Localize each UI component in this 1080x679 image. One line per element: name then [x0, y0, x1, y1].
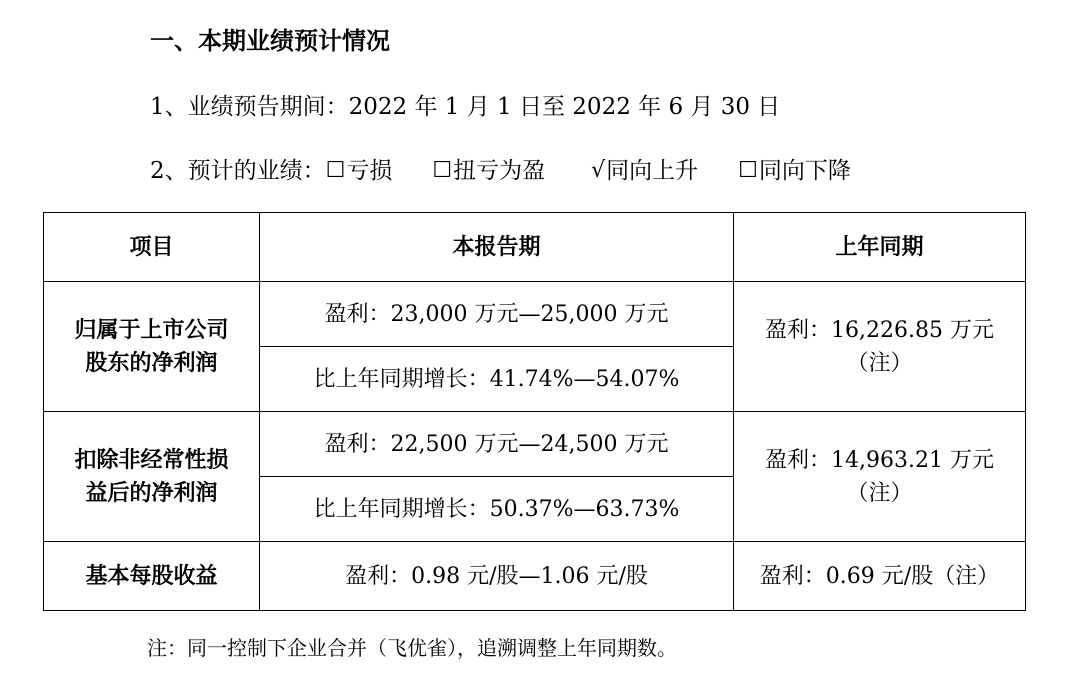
row-label-text — [44, 444, 259, 510]
prior-note: （注） — [846, 350, 913, 376]
row-label-line: 股东的净利润 — [85, 350, 218, 376]
option-turnaround — [432, 154, 545, 188]
row-label-line: 归属于上市公司 — [74, 317, 229, 343]
row-label-line: 益后的净利润 — [85, 480, 218, 506]
table-header-row — [44, 213, 1026, 282]
current-eps-cell: 盈利：0.98 元/股—1.06 元/股 — [260, 542, 734, 611]
prior-value-cell — [734, 412, 1026, 542]
row-label-net-profit — [44, 282, 260, 412]
unchecked-box-icon: ☐ — [432, 158, 453, 183]
option-loss — [326, 154, 393, 188]
table-row — [44, 412, 1026, 477]
prior-eps-cell: 盈利：0.69 元/股（注） — [734, 542, 1026, 611]
header-current-period: 本报告期 — [260, 213, 734, 282]
current-growth-cell: 比上年同期增长：41.74%—54.07% — [260, 347, 734, 412]
checkmark-icon: √ — [591, 158, 606, 183]
option-increase-label: 同向上升 — [606, 158, 699, 184]
prior-value: 盈利：14,963.21 万元 — [765, 447, 994, 473]
row-label-adjusted-profit — [44, 412, 260, 542]
section-heading: 一、本期业绩预计情况 — [150, 27, 390, 55]
unchecked-box-icon: ☐ — [738, 158, 758, 183]
forecast-type-line — [150, 154, 851, 188]
row-label-text — [44, 314, 259, 380]
prior-note: （注） — [846, 480, 913, 506]
option-decrease-label: 同向下降 — [758, 158, 851, 184]
option-increase — [591, 154, 698, 188]
forecast-type-label: 2、预计的业绩： — [150, 158, 326, 184]
current-profit-cell: 盈利：22,500 万元—24,500 万元 — [260, 412, 734, 477]
header-prior-period: 上年同期 — [734, 213, 1026, 282]
option-decrease — [738, 154, 851, 188]
current-growth-cell: 比上年同期增长：50.37%—63.73% — [260, 477, 734, 542]
option-loss-label: 亏损 — [346, 158, 393, 184]
header-item: 项目 — [44, 213, 260, 282]
prior-value: 盈利：16,226.85 万元 — [765, 317, 994, 343]
performance-table — [43, 212, 1026, 611]
row-label-line: 扣除非经常性损 — [74, 447, 229, 473]
row-label-eps: 基本每股收益 — [44, 542, 260, 611]
current-profit-cell: 盈利：23,000 万元—25,000 万元 — [260, 282, 734, 347]
table-row — [44, 282, 1026, 347]
unchecked-box-icon: ☐ — [325, 158, 346, 183]
option-turnaround-label: 扭亏为盈 — [453, 158, 546, 184]
prior-value-cell — [734, 282, 1026, 412]
footnote: 注：同一控制下企业合并（飞优雀），追溯调整上年同期数。 — [147, 636, 677, 660]
table-row — [44, 542, 1026, 611]
forecast-period-line: 1、业绩预告期间：2022 年 1 月 1 日至 2022 年 6 月 30 日 — [150, 94, 781, 120]
